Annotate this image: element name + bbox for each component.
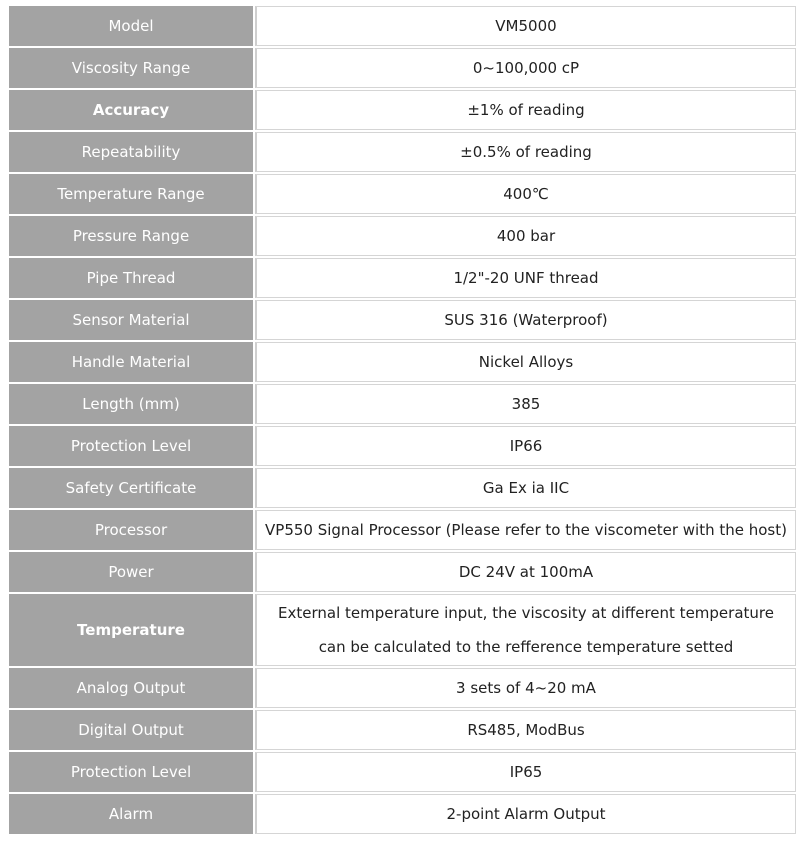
row-value: DC 24V at 100mA xyxy=(255,552,796,592)
row-label: Protection Level xyxy=(9,752,255,792)
row-value: ±1% of reading xyxy=(255,90,796,130)
row-label: Repeatability xyxy=(9,132,255,172)
row-label: Accuracy xyxy=(9,90,255,130)
row-value: Ga Ex ia IIC xyxy=(255,468,796,508)
row-label: Temperature xyxy=(9,594,255,666)
table-row xyxy=(9,6,796,46)
row-label: Length (mm) xyxy=(9,384,255,424)
table-row xyxy=(9,794,796,834)
row-value: 1/2"-20 UNF thread xyxy=(255,258,796,298)
row-label: Power xyxy=(9,552,255,592)
row-label: Model xyxy=(9,6,255,46)
row-label: Protection Level xyxy=(9,426,255,466)
row-label: Handle Material xyxy=(9,342,255,382)
table-row xyxy=(9,90,796,130)
row-label: Sensor Material xyxy=(9,300,255,340)
row-value: RS485, ModBus xyxy=(255,710,796,750)
table-row xyxy=(9,132,796,172)
row-label: Viscosity Range xyxy=(9,48,255,88)
row-label: Analog Output xyxy=(9,668,255,708)
table-row xyxy=(9,752,796,792)
table-row xyxy=(9,384,796,424)
row-label: Temperature Range xyxy=(9,174,255,214)
row-value: IP66 xyxy=(255,426,796,466)
row-value: 385 xyxy=(255,384,796,424)
row-value: Nickel Alloys xyxy=(255,342,796,382)
row-label: Alarm xyxy=(9,794,255,834)
row-value xyxy=(255,594,796,666)
row-value: ±0.5% of reading xyxy=(255,132,796,172)
row-label: Digital Output xyxy=(9,710,255,750)
row-value: VP550 Signal Processor (Please refer to the viscometer with the host) xyxy=(255,510,796,550)
table-row xyxy=(9,552,796,592)
table-row xyxy=(9,468,796,508)
table-row xyxy=(9,216,796,256)
table-row xyxy=(9,594,796,666)
table-row xyxy=(9,426,796,466)
row-value: 0~100,000 cP xyxy=(255,48,796,88)
row-value: VM5000 xyxy=(255,6,796,46)
table-row xyxy=(9,668,796,708)
row-value: SUS 316 (Waterproof) xyxy=(255,300,796,340)
table-row xyxy=(9,174,796,214)
row-label: Pipe Thread xyxy=(9,258,255,298)
table-row xyxy=(9,510,796,550)
table-row xyxy=(9,342,796,382)
row-value-line: can be calculated to the refference temperature setted xyxy=(318,638,734,656)
spec-table xyxy=(9,4,796,836)
row-label: Pressure Range xyxy=(9,216,255,256)
table-row xyxy=(9,300,796,340)
row-value: 2-point Alarm Output xyxy=(255,794,796,834)
row-value: 400 bar xyxy=(255,216,796,256)
table-row xyxy=(9,710,796,750)
row-value: IP65 xyxy=(255,752,796,792)
table-row xyxy=(9,258,796,298)
row-label: Safety Certificate xyxy=(9,468,255,508)
table-row xyxy=(9,48,796,88)
row-value-line: External temperature input, the viscosity at different temperature xyxy=(278,604,774,622)
row-label: Processor xyxy=(9,510,255,550)
row-value: 400℃ xyxy=(255,174,796,214)
row-value: 3 sets of 4~20 mA xyxy=(255,668,796,708)
